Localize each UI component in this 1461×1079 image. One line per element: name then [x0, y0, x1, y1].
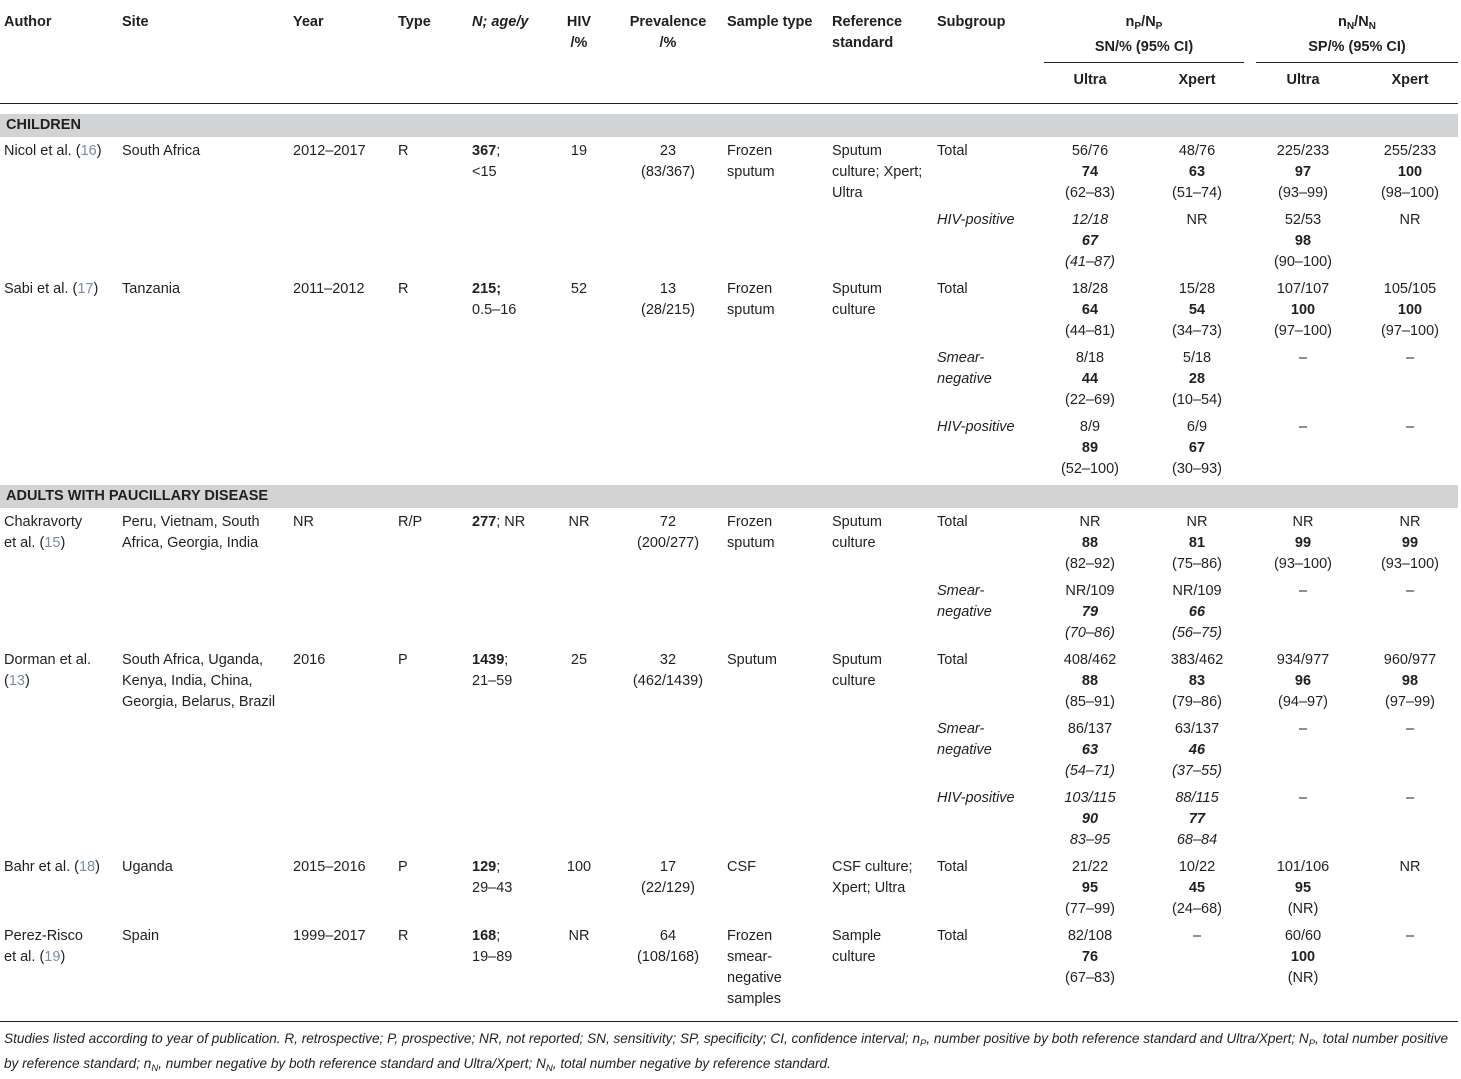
- chakravorty-total-ultra-sp: NR 99 (93–100): [1273, 514, 1333, 572]
- nicol-total-ultra-sp: 225/233 97 (93–99): [1276, 143, 1330, 201]
- nicol-hiv-ultra-sp: 52/53 98 (90–100): [1273, 212, 1333, 270]
- chakravorty-smear-xpert-sp: –: [1405, 583, 1415, 599]
- hiv-nicol: 19: [570, 143, 588, 159]
- col-header-sn-line1: $n_P/N_P$: [1125, 14, 1163, 32]
- ref-bahr: CSF culture; Xpert; Ultra: [832, 859, 913, 896]
- hiv-perez: NR: [568, 928, 590, 944]
- n-bahr: 129; 29–43: [472, 859, 513, 896]
- ref-chakravorty: Sputum culture: [832, 514, 882, 551]
- sabi-smear-ultra-sn: 8/18 44 (22–69): [1065, 350, 1115, 408]
- subgroup-dorman-smear: Smear- negative: [937, 721, 992, 758]
- site-sabi: Tanzania: [122, 281, 181, 297]
- perez-total-xpert-sn: –: [1192, 928, 1202, 944]
- col-header-site: Site: [122, 14, 149, 30]
- dorman-smear-xpert-sp: –: [1405, 721, 1415, 737]
- col-header-type: Type: [398, 14, 431, 30]
- sample-nicol: Frozen sputum: [727, 143, 775, 180]
- header-underline-sn: [1044, 62, 1244, 63]
- prev-dorman: 32 (462/1439): [632, 652, 704, 689]
- col-header-prevalence: [620, 12, 716, 54]
- subgroup-nicol-hiv: HIV-positive: [937, 212, 1015, 228]
- chakravorty-smear-xpert-sn: NR/109 66 (56–75): [1172, 583, 1222, 641]
- perez-total-ultra-sn: 82/108 76 (67–83): [1065, 928, 1115, 986]
- chakravorty-total-xpert-sn: NR 81 (75–86): [1172, 514, 1222, 572]
- perez-total-xpert-sp: –: [1405, 928, 1415, 944]
- sabi-total-xpert-sn: 15/28 54 (34–73): [1172, 281, 1222, 339]
- chakravorty-total-xpert-sp: NR 99 (93–100): [1380, 514, 1440, 572]
- type-sabi: R: [398, 281, 409, 297]
- n-chakravorty: 277; NR: [472, 514, 526, 530]
- year-sabi: 2011–2012: [293, 281, 365, 297]
- dorman-total-ultra-sp: 934/977 96 (94–97): [1276, 652, 1330, 710]
- author-sabi: Sabi et al. (17): [4, 281, 99, 297]
- col-header-sn: [1044, 12, 1244, 58]
- bahr-total-xpert-sn: 10/22 45 (24–68): [1172, 859, 1222, 917]
- sabi-hiv-xpert-sp: –: [1405, 419, 1415, 435]
- sample-bahr: CSF: [727, 859, 756, 875]
- dorman-smear-ultra-sp: –: [1298, 721, 1308, 737]
- sabi-hiv-xpert-sn: 6/9 67 (30–93): [1172, 419, 1222, 477]
- bahr-total-ultra-sn: 21/22 95 (77–99): [1065, 859, 1115, 917]
- table-footnote: Studies listed according to year of publication. R, retrospective; P, prospective; NR, not reported; SN, sensitivity; SP, specificity; CI, confidence interval; $n_P$, number positive by both reference standard and Ultra/Xpert; $N_P$, total number positive by reference standard; $n_N$, number negative by both reference standard and Ultra/Xpert; $N_N$, total number negative by reference standard.: [4, 1031, 1449, 1074]
- chakravorty-total-ultra-sn: NR 88 (82–92): [1065, 514, 1115, 572]
- year-bahr: 2015–2016: [293, 859, 366, 875]
- subgroup-dorman-hiv: HIV-positive: [937, 790, 1015, 806]
- prev-nicol: 23 (83/367): [640, 143, 695, 180]
- site-bahr: Uganda: [122, 859, 173, 875]
- dorman-smear-xpert-sn: 63/137 46 (37–55): [1172, 721, 1222, 779]
- sabi-total-ultra-sp: 107/107 100 (97–100): [1273, 281, 1333, 339]
- hiv-chakravorty: NR: [568, 514, 590, 530]
- dorman-total-xpert-sp: 960/977 98 (97–99): [1383, 652, 1437, 710]
- subgroup-nicol-total: Total: [937, 143, 968, 159]
- type-dorman: P: [398, 652, 408, 668]
- sabi-smear-xpert-sn: 5/18 28 (10–54): [1172, 350, 1222, 408]
- dorman-hiv-ultra-sp: –: [1298, 790, 1308, 806]
- bahr-total-xpert-sp: NR: [1399, 859, 1421, 875]
- col-header-ultra-sn: Ultra: [1073, 72, 1107, 88]
- sample-chakravorty: Frozen sputum: [727, 514, 775, 551]
- sample-sabi: Frozen sputum: [727, 281, 775, 318]
- bahr-total-ultra-sp: 101/106 95 (NR): [1276, 859, 1330, 917]
- dorman-total-ultra-sn: 408/462 88 (85–91): [1063, 652, 1117, 710]
- author-chakravorty: Chakravorty et al. (15): [4, 514, 83, 551]
- col-header-subgroup: Subgroup: [937, 14, 1006, 30]
- n-dorman: 1439; 21–59: [472, 652, 513, 689]
- col-header-n-age: N; age/y: [472, 14, 529, 30]
- sabi-hiv-ultra-sn: 8/9 89 (52–100): [1060, 419, 1120, 477]
- sabi-smear-xpert-sp: –: [1405, 350, 1415, 366]
- year-perez: 1999–2017: [293, 928, 366, 944]
- type-bahr: P: [398, 859, 408, 875]
- nicol-total-xpert-sp: 255/233 100 (98–100): [1380, 143, 1440, 201]
- type-nicol: R: [398, 143, 409, 159]
- prev-perez: 64 (108/168): [636, 928, 700, 965]
- ref-sabi: Sputum culture: [832, 281, 882, 318]
- col-header-sp-line1: $n_N/N_N$: [1338, 14, 1376, 32]
- year-nicol: 2012–2017: [293, 143, 366, 159]
- header-bottom-rule: [0, 103, 1458, 104]
- subgroup-bahr-total: Total: [937, 859, 968, 875]
- n-nicol: 367; <15: [472, 143, 501, 180]
- ref-nicol: Sputum culture; Xpert; Ultra: [832, 143, 923, 201]
- col-header-sn-line2: SN/% (95% CI): [1094, 39, 1194, 55]
- hiv-bahr: 100: [566, 859, 592, 875]
- col-header-prev-line1: Prevalence: [629, 14, 707, 30]
- section-adults: ADULTS WITH PAUCILLARY DISEASE: [0, 485, 1458, 508]
- header-underline-sp: [1256, 62, 1458, 63]
- subgroup-dorman-total: Total: [937, 652, 968, 668]
- sabi-smear-ultra-sp: –: [1298, 350, 1308, 366]
- col-header-xpert-sp: Xpert: [1391, 72, 1429, 88]
- author-nicol: Nicol et al. (16): [4, 143, 102, 159]
- subgroup-sabi-smear: Smear- negative: [937, 350, 992, 387]
- subgroup-perez-total: Total: [937, 928, 968, 944]
- nicol-hiv-ultra-sn: 12/18 67 (41–87): [1065, 212, 1115, 270]
- subgroup-sabi-total: Total: [937, 281, 968, 297]
- author-bahr: Bahr et al. (18): [4, 859, 100, 875]
- col-header-xpert-sn: Xpert: [1178, 72, 1216, 88]
- col-header-reference: [832, 12, 902, 54]
- prev-sabi: 13 (28/215): [640, 281, 695, 318]
- prev-bahr: 17 (22/129): [640, 859, 695, 896]
- section-children: CHILDREN: [0, 114, 1458, 137]
- col-header-ref-line2: standard: [832, 35, 894, 51]
- hiv-dorman: 25: [570, 652, 588, 668]
- dorman-hiv-ultra-sn: 103/115 90 83–95: [1064, 790, 1116, 848]
- col-header-sp-line2: SP/% (95% CI): [1308, 39, 1406, 55]
- site-nicol: South Africa: [122, 143, 201, 159]
- sabi-total-ultra-sn: 18/28 64 (44–81): [1065, 281, 1115, 339]
- chakravorty-smear-ultra-sp: –: [1298, 583, 1308, 599]
- col-header-prev-line2: /%: [659, 35, 677, 51]
- dorman-smear-ultra-sn: 86/137 63 (54–71): [1065, 721, 1115, 779]
- nicol-total-xpert-sn: 48/76 63 (51–74): [1172, 143, 1222, 201]
- author-perez: Perez-Risco et al. (19): [4, 928, 83, 965]
- chakravorty-smear-ultra-sn: NR/109 79 (70–86): [1065, 583, 1115, 641]
- nicol-total-ultra-sn: 56/76 74 (62–83): [1065, 143, 1115, 201]
- col-header-sample-type: Sample type: [727, 14, 813, 30]
- sabi-total-xpert-sp: 105/105 100 (97–100): [1380, 281, 1440, 339]
- n-sabi: 215; 0.5–16: [472, 281, 517, 318]
- site-chakravorty: Peru, Vietnam, South Africa, Georgia, India: [122, 514, 260, 551]
- dorman-hiv-xpert-sp: –: [1405, 790, 1415, 806]
- col-header-hiv-line2: /%: [570, 35, 588, 51]
- subgroup-chakravorty-total: Total: [937, 514, 968, 530]
- col-header-ref-line1: Reference: [832, 14, 903, 30]
- type-chakravorty: R/P: [398, 514, 423, 530]
- table-bottom-rule: [0, 1021, 1458, 1022]
- site-perez: Spain: [122, 928, 160, 944]
- subgroup-sabi-hiv: HIV-positive: [937, 419, 1015, 435]
- dorman-total-xpert-sn: 383/462 83 (79–86): [1170, 652, 1224, 710]
- year-dorman: 2016: [293, 652, 326, 668]
- site-dorman: South Africa, Uganda, Kenya, India, China, Georgia, Belarus, Brazil: [122, 652, 276, 710]
- perez-total-ultra-sp: 60/60 100 (NR): [1284, 928, 1322, 986]
- ref-perez: Sample culture: [832, 928, 882, 965]
- col-header-year: Year: [293, 14, 324, 30]
- sample-dorman: Sputum: [727, 652, 777, 668]
- prev-chakravorty: 72 (200/277): [636, 514, 700, 551]
- dorman-hiv-xpert-sn: 88/115 77 68–84: [1175, 790, 1219, 848]
- col-header-ultra-sp: Ultra: [1286, 72, 1320, 88]
- sample-perez: Frozen smear- negative samples: [727, 928, 782, 1007]
- year-chakravorty: NR: [293, 514, 314, 530]
- col-header-hiv: [556, 12, 602, 54]
- n-perez: 168; 19–89: [472, 928, 513, 965]
- subgroup-chakravorty-smear: Smear- negative: [937, 583, 992, 620]
- col-header-author: Author: [4, 14, 52, 30]
- author-dorman: Dorman et al. (13): [4, 652, 92, 689]
- col-header-sp: [1256, 12, 1458, 58]
- col-header-hiv-line1: HIV: [566, 14, 592, 30]
- ref-dorman: Sputum culture: [832, 652, 882, 689]
- type-perez: R: [398, 928, 409, 944]
- nicol-hiv-xpert-sn: NR: [1186, 212, 1208, 228]
- sabi-hiv-ultra-sp: –: [1298, 419, 1308, 435]
- nicol-hiv-xpert-sp: NR: [1399, 212, 1421, 228]
- hiv-sabi: 52: [570, 281, 588, 297]
